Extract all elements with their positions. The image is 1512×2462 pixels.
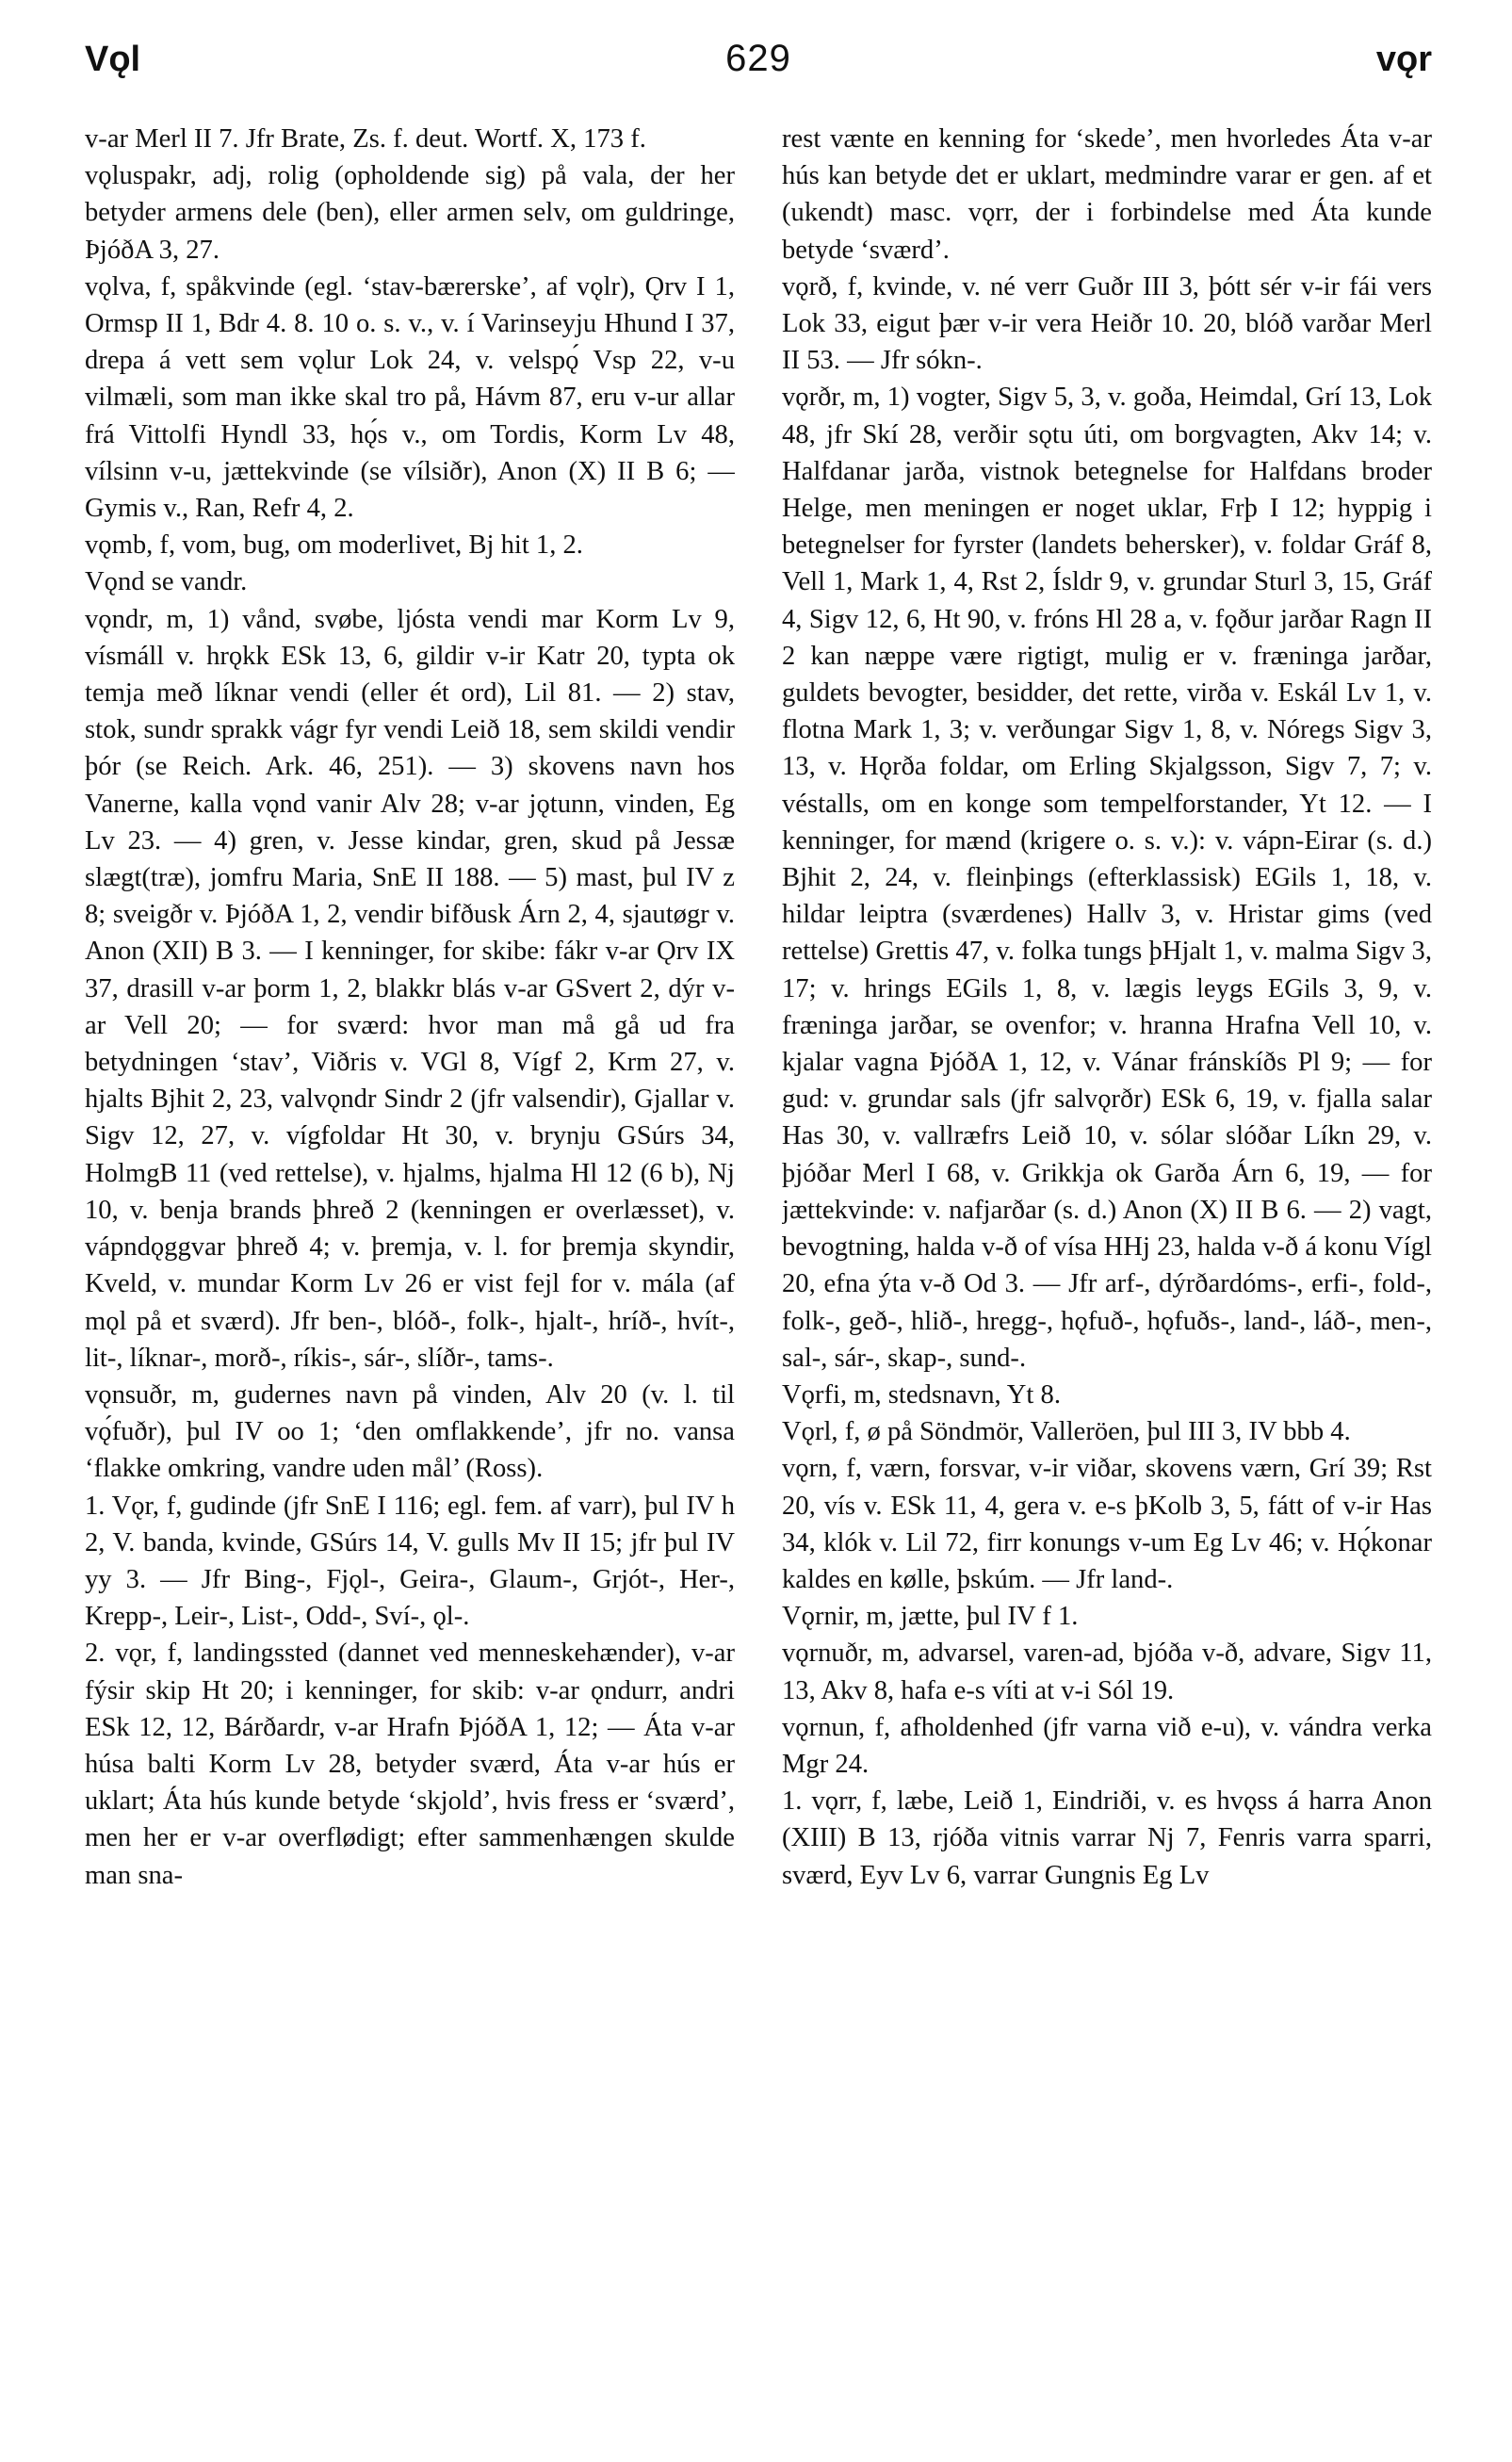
dictionary-entry: vǫrð, f, kvinde, v. né verr Guðr III 3, þótt sér v-ir fái vers Lok 33, eigut þær v-ir vera Heiðr 10. 20, blóð varðar Merl II 53. — Jfr sókn-. [782,271,1432,376]
dictionary-entry: 2. vǫr, f, landingssted (dannet ved menneskehænder), v-ar fýsir skip Ht 20; i kenninger, for skib: v-ar ǫndurr, andri ESk 12, 12, Bárðardr, v-ar Hrafn ÞjóðA 1, 12; — Áta v-ar húsa balti Korm Lv 28, betyder sværd, Áta v-ar hús er uklart; Áta hús kunde betyde ‘skjold’, hvis fress er ‘sværd’, men her er v-ar overflødigt; efter sammenhængen skulde man sna- [85,1639,735,1890]
left-column [85,121,735,2440]
dictionary-entry: 1. vǫrr, f, læbe, Leið 1, Eindriði, v. es hvǫss á harra Anon (XIII) B 13, rjóða vitnis varrar Nj 7, Fenris varra sparri, sværd, Eyv Lv 6, varrar Gungnis Eg Lv [782,1786,1432,1890]
dictionary-entry: vǫndr, m, 1) vånd, svøbe, ljósta vendi mar Korm Lv 9, vísmáll v. hrǫkk ESk 13, 6, gildir v-ir Katr 20, typta ok temja með líknar vendi (eller ét ord), Lil 81. — 2) stav, stok, sundr sprakk vágr fyr vendi Leið 18, sem skildi vendir þór (se Reich. Ark. 46, 251). — 3) skovens navn hos Vanerne, kalla vǫnd vanir Alv 28; v-ar jǫtunn, vinden, Eg Lv 23. — 4) gren, v. Jesse kindar, gren, skud på Jessæ slægt(træ), jomfru Maria, SnE II 188. — 5) mast, þul IV z 8; sveigðr v. ÞjóðA 1, 2, vendir bifðusk Árn 2, 4, sjautøgr v. Anon (XII) B 3. — I kenninger, for skibe: fákr v-ar Ǫrv IX 37, drasill v-ar þorm 1, 2, blakkr blás v-ar GSvert 2, dýr v-ar Vell 20; — for sværd: hvor man må gå ud fra betydningen ‘stav’, Viðris v. VGl 8, Vígf 2, Krm 27, v. hjalts Bjhit 2, 23, valvǫndr Sindr 2 (jfr valsendir), Gjallar v. Sigv 12, 27, v. vígfoldar Ht 30, v. brynju GSúrs 34, HolmgB 11 (ved rettelse), v. hjalms, hjalma Hl 12 (6 b), Nj 10, v. benja brands þhreð 2 (kenningen er overlæsset), v. vápndǫggvar þhreð 4; v. þremja, v. l. for þremja skyndir, Kveld, v. mundar Korm Lv 26 er vist fejl for v. mála (af mǫl på et sværd). Jfr ben-, blóð-, folk-, hjalt-, hríð-, hvít-, lit-, líknar-, morð-, ríkis-, sár-, slíðr-, tams-. [85,604,735,1373]
dictionary-entry: vǫrðr, m, 1) vogter, Sigv 5, 3, v. goða, Heimdal, Grí 13, Lok 48, jfr Skí 28, verðir sǫtu úti, om borgvagten, Akv 14; v. Halfdanar jarða, vistnok betegnelse for Halfdans broder Helge, men meningen er noget uklar, Frþ I 12; hyppig i betegnelser for fyrster (landets behersker), v. foldar Gráf 8, Vell 1, Mark 1, 4, Rst 2, Ísldr 9, v. grundar Sturl 3, 15, Gráf 4, Sigv 12, 6, Ht 90, v. fróns Hl 28 a, v. fǫður jarðar Ragn II 2 kan næppe være rigtigt, mulig er v. fræninga jarðar, guldets bevogter, besidder, det rette, virða v. Eskál Lv 1, v. flotna Mark 1, 3; v. verðungar Sigv 1, 8, v. Nóregs Sigv 3, 13, v. Hǫrða foldar, om Erling Skjalgsson, Sigv 7, 7; v. véstalls, om en konge som tempelforstander, Yt 12. — I kenninger, for mænd (krigere o. s. v.): v. vápn-Eirar (s. d.) Bjhit 2, 24, v. fleinþings (efterklassisk) EGils 1, 18, v. hildar leiptra (sværdenes) Hallv 3, v. Hristar gims (ved rettelse) Grettis 47, v. folka tungs þHjalt 1, v. malma Sigv 3, 17; v. hrings EGils 1, 8, v. lægis leygs EGils 3, 9, v. fræninga jarðar, se ovenfor; v. hranna Hrafna Vell 10, v. kjalar vagna ÞjóðA 1, 12, v. Vánar fránskíðs Pl 9; — for gud: v. grundar sals (jfr salvǫrðr) ESk 6, 19, v. fjalla salar Has 30, v. vallræfrs Leið 10, v. sólar slóðar Líkn 29, v. þjóðar Merl I 68, v. Grikkja ok Garða Árn 6, 19, — for jættekvinde: v. nafjarðar (s. d.) Anon (X) II B 6. — 2) vagt, bevogtning, halda v-ð of vísa HHj 23, halda v-ð á konu Vígl 20, efna ýta v-ð Od 3. — Jfr arf-, dýrðardóms-, erfi-, fold-, folk-, geð-, hlið-, hregg-, hǫfuð-, hǫfuðs-, land-, láð-, men-, sal-, sár-, skap-, sund-. [782,383,1432,1373]
dictionary-entry: vǫrn, f, værn, forsvar, v-ir viðar, skovens værn, Grí 39; Rst 20, vís v. ESk 11, 4, gera v. e-s þKolb 3, 5, fátt of v-ir Has 34, klók v. Lil 72, firr konungs v-um Eg Lv 46; v. Hǫ́konar kaldes en kølle, þskúm. — Jfr land-. [782,1454,1432,1594]
text-columns [85,121,1432,2440]
header-right-word: vǫr [1375,40,1432,79]
dictionary-entry: vǫmb, f, vom, bug, om moderlivet, Bj hit 1, 2. [85,530,583,561]
dictionary-entry: vǫnsuðr, m, gudernes navn på vinden, Alv 20 (v. l. til vǫ́fuðr), þul IV oo 1; ‘den omflakkende’, jfr no. vansa ‘flakke omkring, vandre uden mål’ (Ross). [85,1379,735,1484]
dictionary-page [85,38,1432,2440]
dictionary-entry: Vǫrl, f, ø på Söndmör, Valleröen, þul III 3, IV bbb 4. [782,1417,1351,1447]
page-number: 629 [725,38,791,79]
dictionary-entry: vǫlva, f, spåkvinde (egl. ‘stav-bærerske’, af vǫlr), Ǫrv I 1, Ormsp II 1, Bdr 4. 8. 10 o. s. v., v. í Varinseyju Hhund I 37, drepa á vett sem vǫlur Lok 24, v. velspǫ́ Vsp 22, v-u vilmæli, som man ikke skal tro på, Hávm 87, eru v-ur allar frá Vittolfi Hyndl 33, hǫ́s v., om Tordis, Korm Lv 48, vílsinn v-u, jættekvinde (se vílsiðr), Anon (X) II B 6; — Gymis v., Ran, Refr 4, 2. [85,271,735,524]
dictionary-entry: Vǫnd se vandr. [85,567,248,597]
dictionary-entry: vǫrnuðr, m, advarsel, varen-ad, bjóða v-ð, advare, Sigv 11, 13, Akv 8, hafa e-s víti at v-i Sól 19. [782,1639,1432,1705]
dictionary-entry: Vǫrnir, m, jætte, þul IV f 1. [782,1602,1079,1632]
dictionary-entry: vǫrnun, f, afholdenhed (jfr varna við e-u), v. vándra verka Mgr 24. [782,1712,1432,1779]
right-column [782,121,1432,2440]
dictionary-entry: v-ar Merl II 7. Jfr Brate, Zs. f. deut. Wortf. X, 173 f. [85,124,646,154]
running-head [85,38,1432,94]
dictionary-entry: Vǫrfi, m, stedsnavn, Yt 8. [782,1379,1061,1410]
dictionary-entry: vǫluspakr, adj, rolig (opholdende sig) på vala, der her betyder armens dele (ben), eller armen selv, om guldringe, ÞjóðA 3, 27. [85,161,735,265]
header-left-word: Vǫl [85,40,141,79]
dictionary-entry: 1. Vǫr, f, gudinde (jfr SnE I 116; egl. fem. af varr), þul IV h 2, V. banda, kvinde, GSúrs 14, V. gulls Mv II 15; jfr þul IV yy 3. — Jfr Bing-, Fjǫl-, Geira-, Glaum-, Grjót-, Her-, Krepp-, Leir-, List-, Odd-, Sví-, ǫl-. [85,1491,735,1632]
dictionary-entry: rest vænte en kenning for ‘skede’, men hvorledes Áta v-ar hús kan betyde det er uklart, medmindre varar er gen. af et (ukendt) masc. vǫrr, der i forbindelse med Áta kunde betyde ‘sværd’. [782,124,1432,265]
